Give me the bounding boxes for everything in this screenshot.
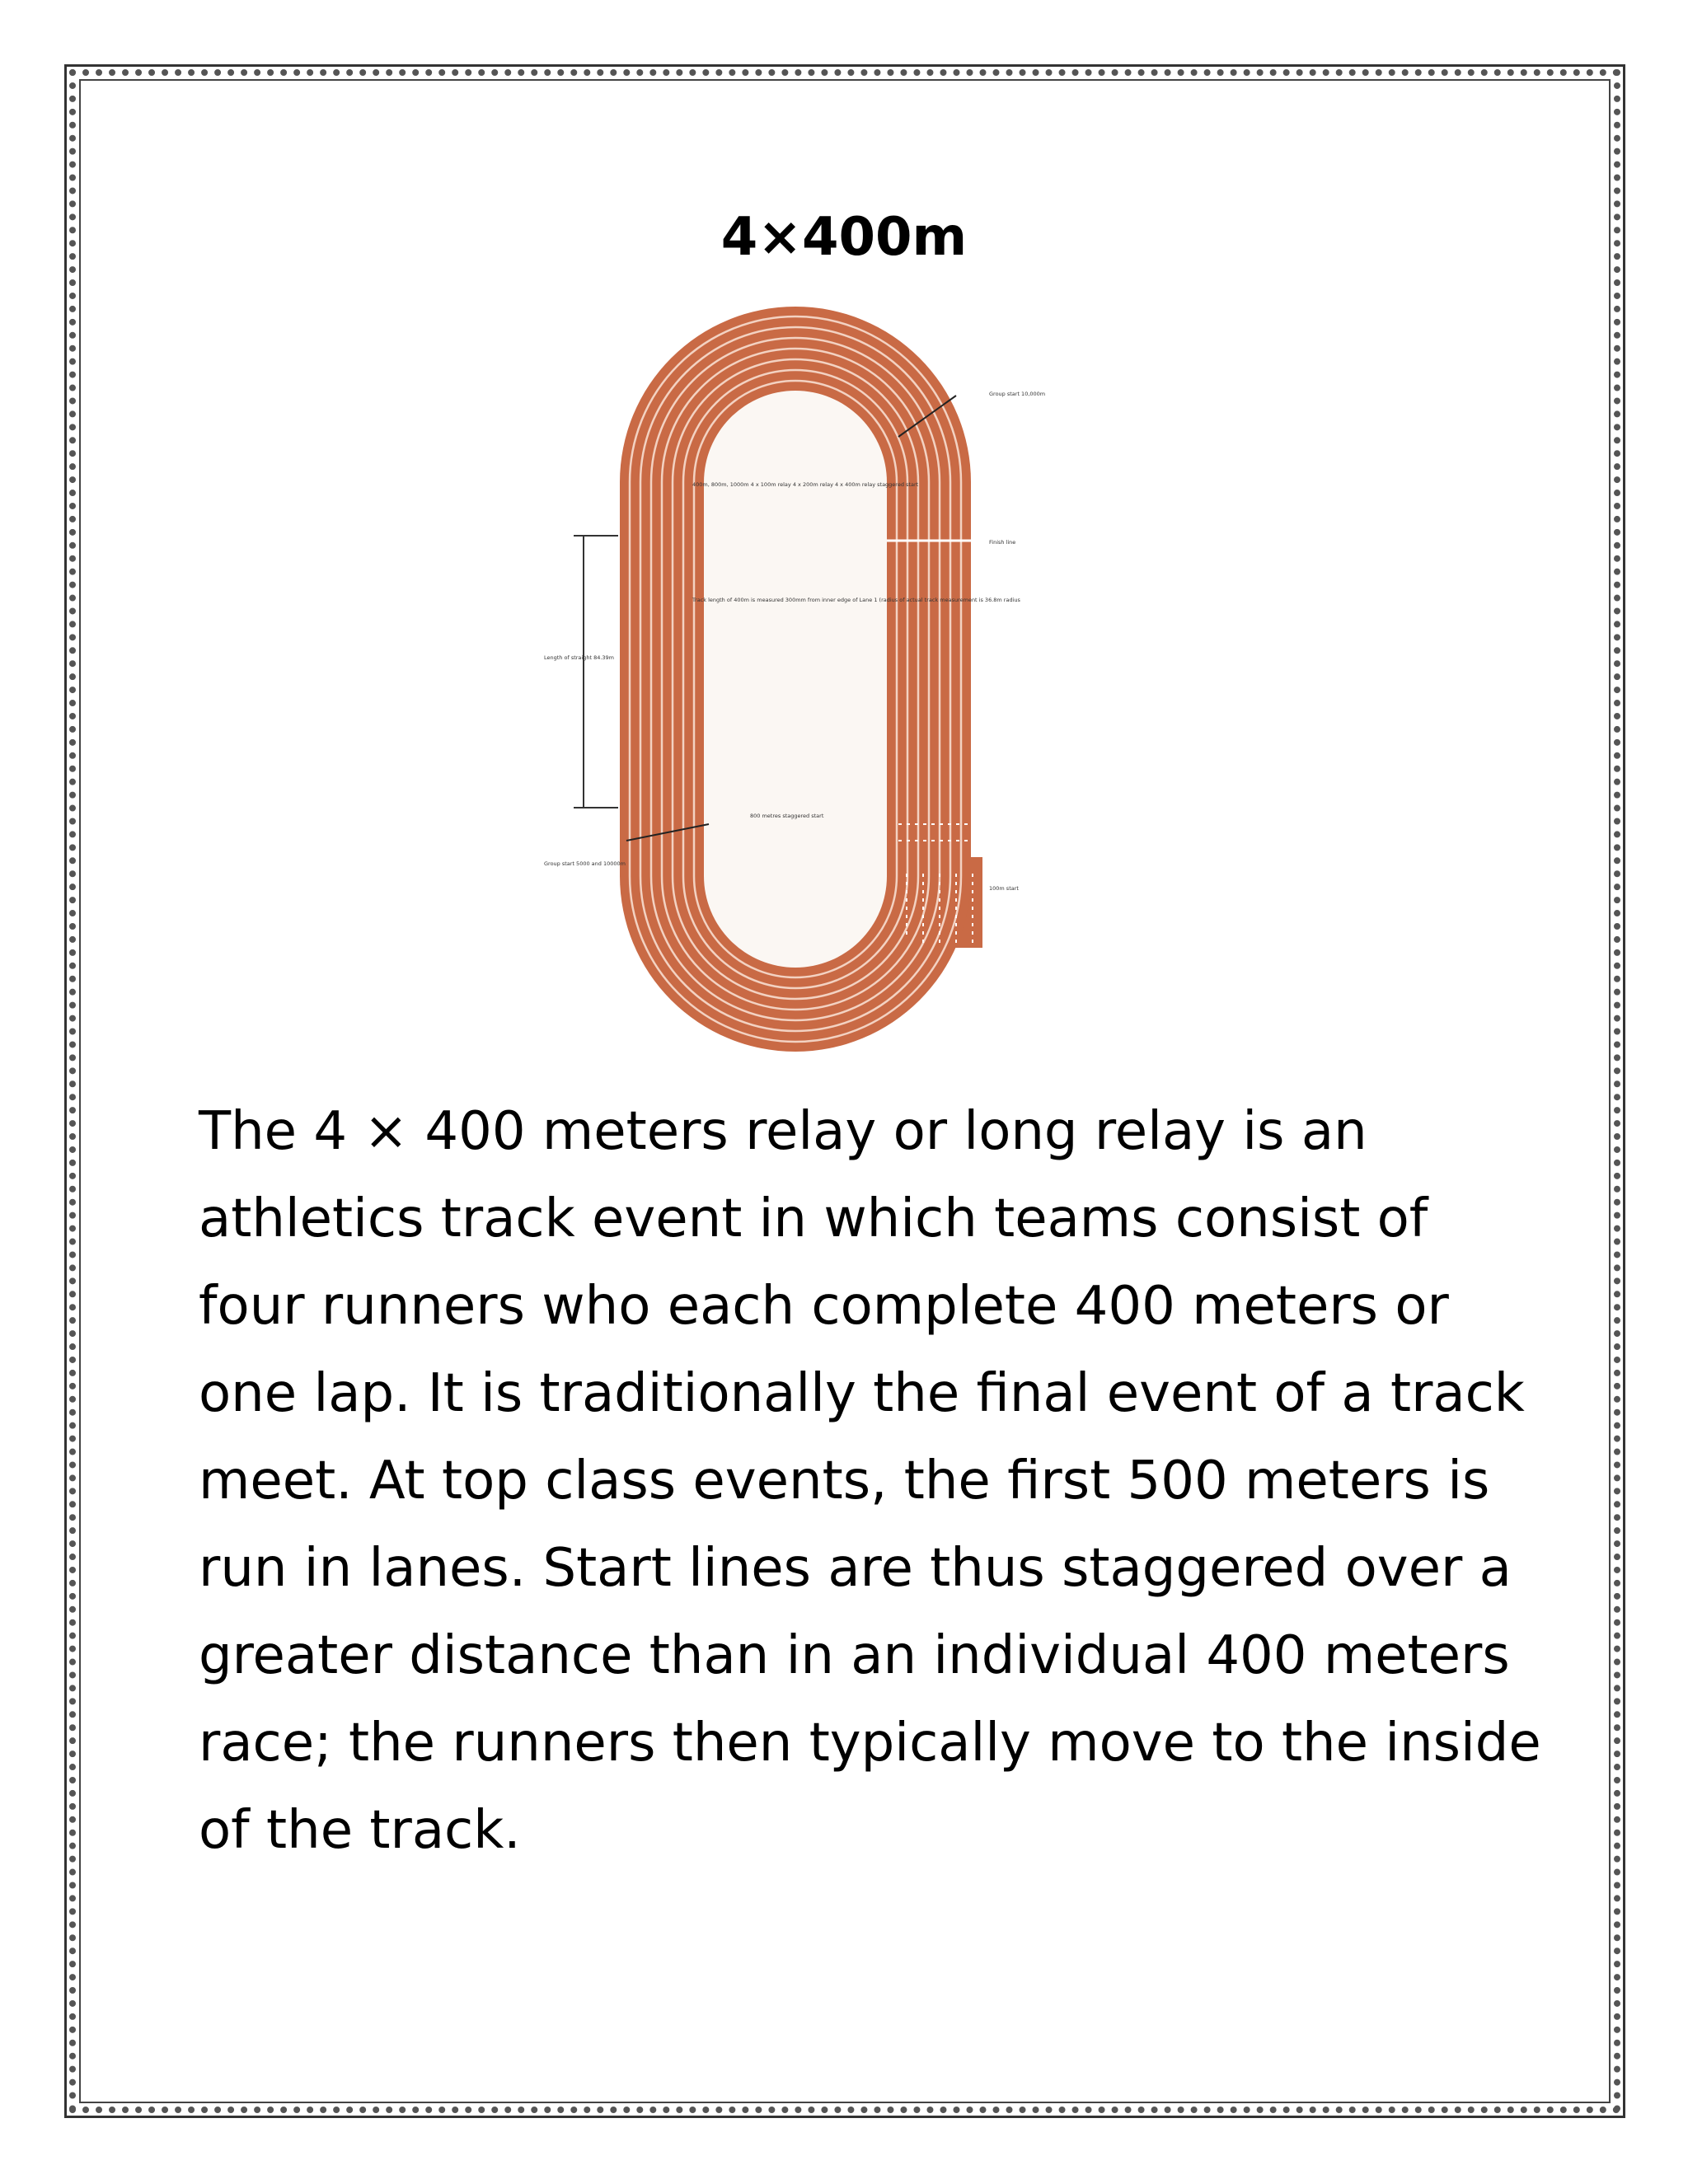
infield xyxy=(704,391,887,968)
label-group-start: Group start 10,000m xyxy=(989,391,1046,397)
label-events-list: 400m, 800m, 1000m 4 x 100m relay 4 x 200m relay 4 x 400m relay staggered start xyxy=(692,481,919,488)
label-finish-line: Finish line xyxy=(989,539,1016,546)
running-track-diagram xyxy=(544,297,1137,1063)
body-paragraph: The 4 × 400 meters relay or long relay is an athletics track event in which teams consist of four runners who each complete 400 meters or one lap. It is traditionally the final event of a track meet. At top class events, the first 500 meters is run in lanes. Start lines are thus staggered over a greater distance than in an individual 400 meters race; the runners then typically move to the inside of the track. xyxy=(199,1101,1541,1861)
page-title: 4×400m xyxy=(720,207,968,268)
straight-length-dimension xyxy=(574,536,618,808)
label-staggered-start: 800 metres staggered start xyxy=(750,813,824,819)
label-track-length: Track length of 400m is measured 300mm from inner edge of Lane 1 (radius of actual track measurement is 36.8m radius xyxy=(692,597,1020,603)
label-100m-start: 100m start xyxy=(989,885,1019,892)
label-group-start-5000: Group start 5000 and 10000m xyxy=(544,860,626,867)
label-straight-length: Length of straight 84.39m xyxy=(544,654,615,661)
